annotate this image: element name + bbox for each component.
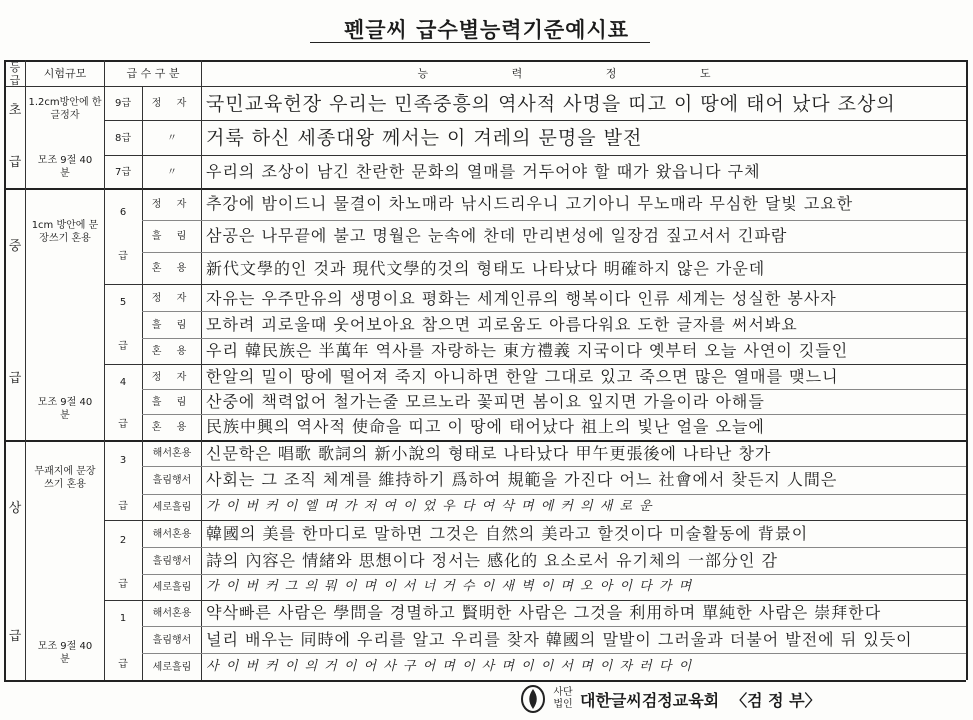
- col-rule-type: [201, 60, 202, 680]
- scale-sang-paper: 모조 9절 40분: [37, 641, 93, 665]
- row-rule: [104, 284, 966, 285]
- footer-org-kind: 사단 법인: [553, 687, 573, 710]
- sample-level-1-haeseo: 약삭빠른 사람은 學問을 경멸하고 賢明한 사람은 그것을 利用하며 單純한 사람은 崇拜한다: [206, 603, 882, 622]
- type-sero-heullim: 세로흘림: [152, 502, 192, 513]
- grade-cho-char2: 급: [8, 154, 22, 170]
- grade-cho-char1: 초: [8, 102, 22, 118]
- sample-level-1-haengseo: 널리 배우는 同時에 우리를 알고 우리를 찾자 韓國의 말발이 그러울과 더불어 발전에 뒤 있듯이: [206, 630, 913, 649]
- association-logo-icon: [520, 684, 546, 714]
- sub-row-rule: [142, 252, 966, 253]
- sample-level-2-haeseo: 韓國의 美를 한마디로 말하면 그것은 自然의 美라고 할것이다 미술활동에 背景이: [206, 524, 809, 543]
- grade-sang-char1: 상: [8, 500, 22, 516]
- row-rule: [104, 155, 966, 156]
- type-haeseo-honyong: 해서혼용: [152, 608, 192, 619]
- row-rule: [104, 120, 966, 121]
- sample-level-4-heullim: 산중에 책력없어 철가는줄 모르노라 꽃피면 봄이요 잎지면 가을이라 아해들: [206, 392, 765, 411]
- scale-cho-paper: 모조 9절 40분: [37, 155, 93, 179]
- type-honyong: 혼 용: [151, 263, 193, 274]
- sample-level-8: 거룩 하신 세종대왕 께서는 이 겨레의 문명을 발전: [206, 127, 643, 149]
- grade-jung-char2: 급: [8, 370, 22, 386]
- sub-row-rule: [142, 220, 966, 221]
- type-sero-heullim: 세로흘림: [152, 661, 192, 673]
- level-5: 5: [119, 296, 127, 308]
- type-sero-heullim: 세로흘림: [152, 582, 192, 593]
- sample-level-5-honyong: 우리 韓民族은 半萬年 역사를 자랑하는 東方禮義 지국이다 옛부터 오늘 사연이 깃들인: [206, 341, 849, 360]
- level-2: 2: [119, 534, 127, 546]
- level-geup: 급: [118, 250, 128, 262]
- type-jeongja: 정 자: [151, 199, 193, 210]
- header-ability: 능 력 정 도: [417, 67, 751, 80]
- scale-jung-grid: 1cm 방안에 문장쓰기 혼용: [31, 220, 99, 244]
- sample-level-3-haeseo: 신문학은 唱歌 歌詞의 新小說의 형태로 나타났다 甲午更張後에 나타난 창가: [206, 444, 772, 463]
- sample-level-1-sero: 사 이 버 커 이 의 거 이 어 사 구 어 며 이 사 며 이 이 서 며 이 자 러 다 이: [206, 659, 693, 674]
- type-heullim: 흘 림: [151, 231, 193, 242]
- table-right-border: [966, 60, 968, 680]
- type-ditto: 〃: [167, 166, 177, 178]
- sample-level-2-haengseo: 詩의 內容은 情緒와 思想이다 정서는 感化的 요소로서 유기체의 一部分인 감: [206, 551, 778, 570]
- type-heullim-haengseo: 흘림행서: [152, 475, 192, 486]
- header-scale: 시험규모: [43, 67, 87, 80]
- level-7: 7급: [114, 166, 132, 178]
- type-honyong: 혼 용: [151, 346, 193, 357]
- type-ditto: 〃: [167, 132, 177, 144]
- table-bottom-border: [4, 680, 966, 682]
- sample-level-6-jeongja: 추강에 밤이드니 물결이 차노매라 낚시드리우니 고기아니 무노매라 무심한 달빛 고요한: [206, 194, 854, 213]
- sample-level-6-honyong: 新代文學的인 것과 現代文學的것의 형태도 나타났다 明確하지 않은 가운데: [206, 259, 766, 278]
- level-6: 6: [119, 206, 127, 218]
- level-geup: 급: [118, 658, 128, 670]
- sample-level-6-heullim: 삼공은 나무끝에 불고 명월은 눈속에 찬데 만리변성에 일장검 짚고서서 긴파람: [206, 226, 788, 245]
- level-3: 3: [119, 454, 127, 466]
- level-1: 1: [119, 612, 127, 624]
- title-underline: [310, 42, 650, 43]
- level-8: 8급: [114, 132, 132, 144]
- type-haeseo-honyong: 해서혼용: [152, 448, 192, 459]
- type-heullim-haengseo: 흘림행서: [152, 555, 192, 567]
- type-jeongja: 정 자: [151, 292, 193, 304]
- page-title: 펜글씨 급수별능력기준예시표: [343, 18, 630, 42]
- sample-level-7: 우리의 조상이 남긴 찬란한 문화의 열매를 거두어야 할 때가 왔읍니다 구체: [206, 162, 761, 181]
- sample-level-2-sero: 가 이 버 커 그 의 뭐 이 며 이 서 너 거 수 이 새 벽 이 며 오 아 이 다 가 며: [206, 579, 693, 594]
- type-jeongja: 정 자: [151, 371, 193, 383]
- header-level-division: 급 수 구 분: [126, 67, 180, 80]
- scale-cho-grid: 1.2cm방안에 한글정자: [28, 97, 102, 121]
- sample-level-3-sero: 가 이 버 커 이 엘 며 가 저 여 이 었 우 다 여 삭 며 에 커 의 새 로 운: [206, 499, 654, 514]
- level-geup: 급: [118, 340, 128, 352]
- grade-jung-char1: 중: [8, 238, 22, 254]
- type-haeseo-honyong: 해서혼용: [152, 528, 192, 540]
- type-jeongja: 정 자: [151, 98, 193, 109]
- grade-sang-char2: 급: [8, 628, 22, 644]
- footer-org-name: 대한글씨검정교육회: [580, 690, 720, 710]
- level-4: 4: [119, 376, 127, 388]
- level-9: 9급: [114, 98, 132, 109]
- header-grade: 등급: [9, 60, 21, 87]
- footer-dept: 〈검 정 부〉: [731, 690, 821, 710]
- sample-level-4-jeongja: 한알의 밀이 땅에 떨어져 죽지 아니하면 한알 그대로 있고 죽으면 많은 열매를 맺느니: [206, 367, 839, 386]
- scale-sang-grid: 무괘지에 문장쓰기 혼용: [34, 466, 96, 490]
- footer: [520, 682, 821, 716]
- sample-level-5-heullim: 모하려 괴로울때 웃어보아요 참으면 괴로움도 아름다워요 도한 글자를 써서봐요: [206, 315, 798, 334]
- level-geup: 급: [118, 418, 128, 430]
- scale-jung-paper: 모조 9절 40분: [37, 397, 93, 421]
- type-heullim: 흘 림: [151, 396, 193, 408]
- sample-level-9: 국민교육헌장 우리는 민족중흥의 역사적 사명을 띠고 이 땅에 태어 났다 조상의: [206, 93, 896, 115]
- level-geup: 급: [118, 500, 128, 512]
- sample-level-3-haengseo: 사회는 그 조직 체계를 維持하기 爲하여 規範을 가진다 어느 社會에서 찾든지 人間은: [206, 470, 838, 489]
- sample-level-5-jeongja: 자유는 우주만유의 생명이요 평화는 세계인류의 행복이다 인류 세계는 성실한 봉사자: [206, 289, 837, 308]
- type-heullim-haengseo: 흘림행서: [152, 634, 192, 646]
- level-geup: 급: [118, 578, 128, 590]
- col-rule-grade: [25, 60, 26, 680]
- sample-level-4-honyong: 民族中興의 역사적 使命을 띠고 이 땅에 태어났다 祖上의 빛난 얼을 오늘에: [206, 417, 765, 436]
- type-heullim: 흘 림: [151, 319, 193, 331]
- type-honyong: 혼 용: [151, 422, 193, 433]
